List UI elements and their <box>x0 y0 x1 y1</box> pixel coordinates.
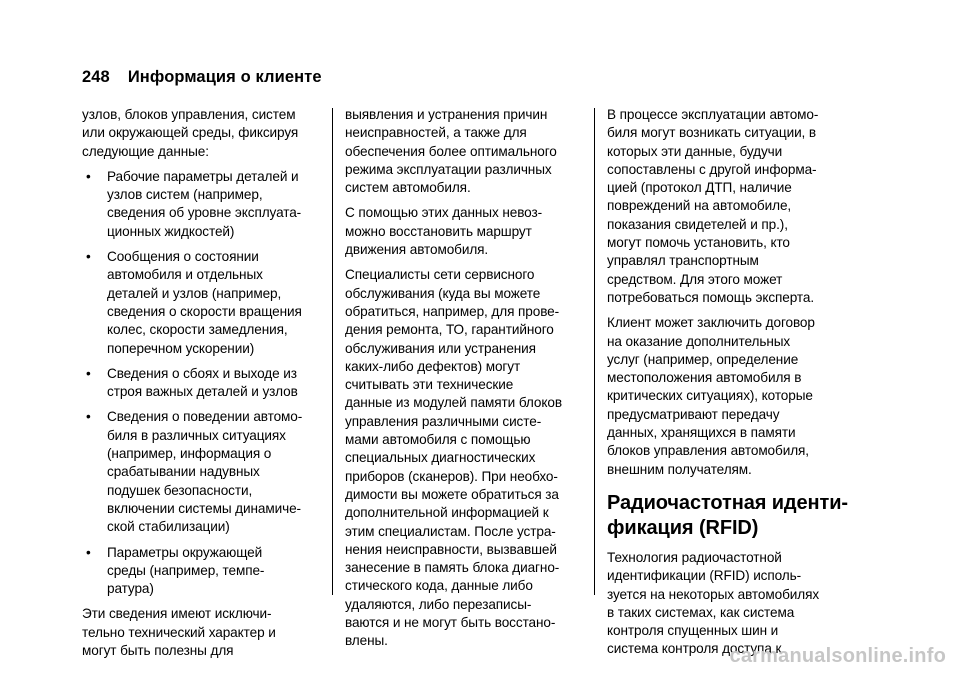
bullet-marker: • <box>86 168 91 184</box>
bullet-marker: • <box>86 544 91 560</box>
page-number: 248 <box>82 68 110 86</box>
bullet-marker: • <box>86 249 91 265</box>
paragraph: Клиент может заключить договор на оказание дополнительных услуг (например, определение местоположения автомобиля в критических ситуациях), которые предусматривают передачу данных, хранящихся в памяти блоков управления автомобиля, внешним получателям. <box>607 315 815 477</box>
bullet-item: • Сведения о поведении автомо- биля в различных ситуациях (например, информация о срабатывании надувных подушек безопасности, включении системы динамиче- ской стабилизации) <box>86 409 303 535</box>
bullet-marker: • <box>86 365 91 381</box>
column-1 <box>82 106 322 660</box>
bullet-item: • Сведения о сбоях и выходе из строя важных деталей и узлов <box>86 365 298 400</box>
section-heading: Радиочастотная иденти- фикация (RFID) <box>607 491 848 539</box>
bullet-item: • Параметры окружающей среды (например, темпе- ратура) <box>86 544 265 597</box>
paragraph: выявления и устранения причин неисправностей, а также для обеспечения более оптимального режима эксплуатации различных систем автомобиля. <box>345 107 557 196</box>
page-header <box>82 68 322 87</box>
column-3 <box>607 106 852 659</box>
bullet-item: • Сообщения о состоянии автомобиля и отдельных деталей и узлов (например, сведения о скорости вращения колес, скорости замедления, поперечном ускорении) <box>86 249 302 356</box>
page-title: Информация о клиенте <box>127 68 322 86</box>
column-2 <box>345 106 585 651</box>
paragraph: Технология радиочастотной идентификации (RFID) исполь- зуется на некоторых автомобилях в таких системах, как система контроля спущенных шин и система контроля доступа к <box>607 549 820 657</box>
intro-paragraph: узлов, блоков управления, систем или окружающей среды, фиксируя следующие данные: <box>82 107 299 159</box>
bullet-marker: • <box>86 409 91 425</box>
outro-paragraph: Эти сведения имеют исключи- тельно технический характер и могут быть полезны для <box>82 606 276 659</box>
paragraph: В процессе эксплуатации автомо- биля могут возникать ситуации, в которых эти данные, будучи сопоставлены с другой информа- цией (протокол ДТП, наличие повреждений на автомобиле, показания свидетелей и пр.), могут помочь установить, кто управлял транспортным средством. Для этого может потребоваться помощь эксперта. <box>607 107 819 305</box>
bullet-item: • Рабочие параметры деталей и узлов систем (например, сведения об уровне эксплуата- ционных жидкостей) <box>86 168 302 239</box>
paragraph: С помощью этих данных невоз- можно восстановить маршрут движения автомобиля. <box>345 205 543 258</box>
column-divider-2 <box>594 108 595 595</box>
column-divider-1 <box>332 108 333 595</box>
paragraph: Специалисты сети сервисного обслуживания (куда вы можете обратиться, например, для прове- дения ремонта, ТО, гарантийного обслуживания или устранения каких-либо дефектов) могут считывать эти технические данные из модулей памяти блоков управления различными систе- мами автомобиля с помощью специальных диагностических приборов (сканеров). При необхо- димости вы можете обратиться за дополнительной информацией к этим специалистам. После устра- нения неисправности, вызвавшей занесение в память блока диагно- стического кода, данные либо удаляются, либо перезаписы- ваются и не могут быть восстано- влены. <box>345 267 562 649</box>
watermark: carmanualsonline.info <box>729 645 946 667</box>
